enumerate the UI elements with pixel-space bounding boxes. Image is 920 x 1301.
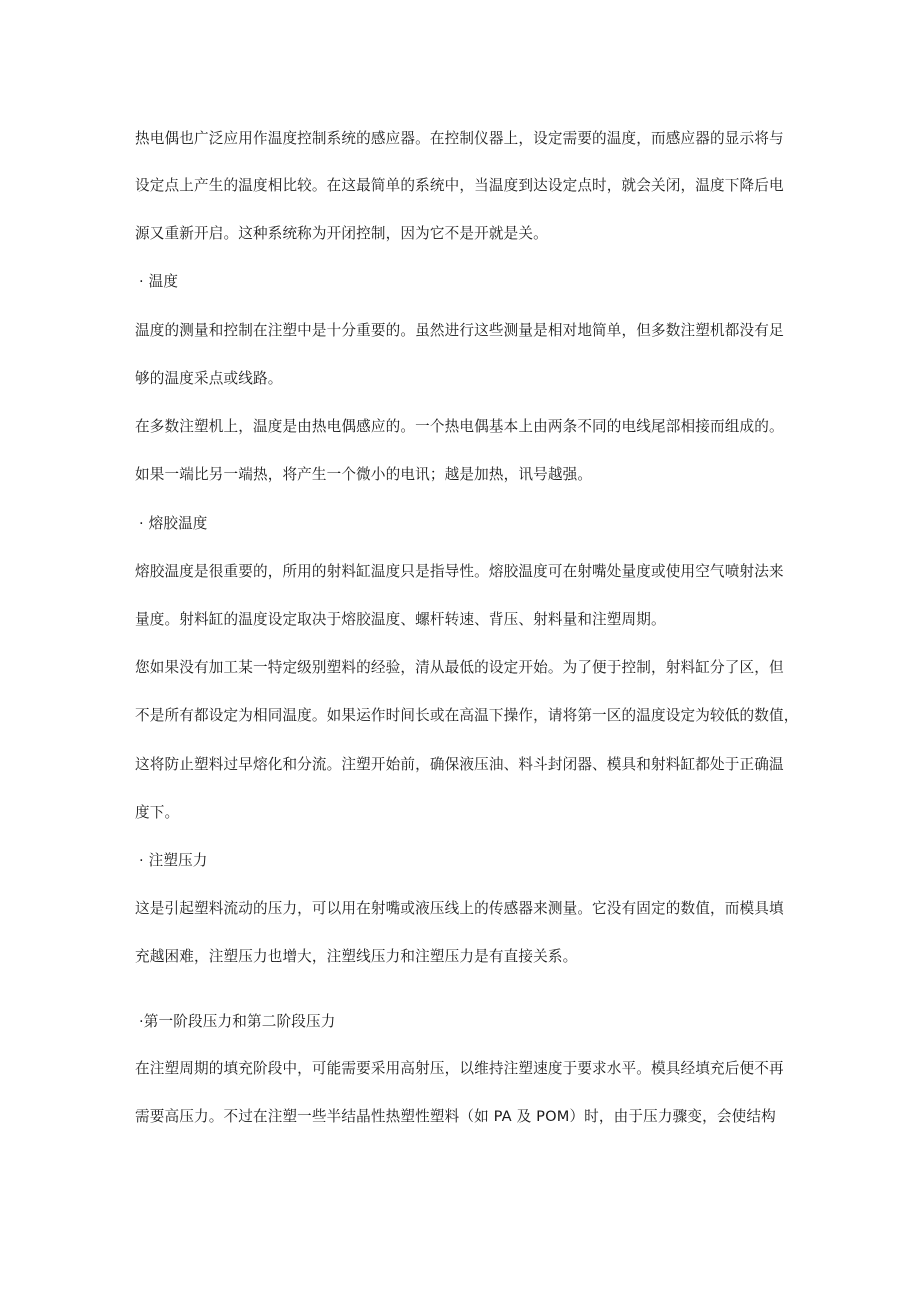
- paragraph-line: 度下。: [135, 804, 180, 821]
- paragraph-line: 如果一端比另一端热，将产生一个微小的电讯；越是加热，讯号越强。: [135, 466, 593, 483]
- paragraph-line: 您如果没有加工某一特定级别塑料的经验，清从最低的设定开始。为了便于控制，射料缸分了区，但: [135, 659, 784, 676]
- section-heading-temperature: · 温度: [139, 273, 179, 290]
- paragraph-line: 这是引起塑料流动的压力，可以用在射嘴或液压线上的传感器来测量。它没有固定的数值，而模具填: [135, 900, 784, 917]
- paragraph-line: 源又重新开启。这种系统称为开闭控制，因为它不是开就是关。: [135, 225, 548, 242]
- paragraph-line: 温度的测量和控制在注塑中是十分重要的。虽然进行这些测量是相对地简单，但多数注塑机都没有足: [135, 322, 784, 339]
- paragraph-line: 不是所有都设定为相同温度。如果运作时间长或在高温下操作，请将第一区的温度设定为较低的数值，: [135, 707, 799, 724]
- paragraph-line: 够的温度采点或线路。: [135, 370, 283, 387]
- section-heading-melt-temperature: · 熔胶温度: [139, 515, 208, 532]
- paragraph-line: 熔胶温度是很重要的，所用的射料缸温度只是指导性。熔胶温度可在射嘴处量度或使用空气喷射法来: [135, 563, 784, 580]
- paragraph-line: 在注塑周期的填充阶段中，可能需要采用高射压，以维持注塑速度于要求水平。模具经填充后便不再: [135, 1060, 784, 1077]
- paragraph-line: 量度。射料缸的温度设定取决于熔胶温度、螺杆转速、背压、射料量和注塑周期。: [135, 611, 666, 628]
- paragraph-line: 热电偶也广泛应用作温度控制系统的感应器。在控制仪器上，设定需要的温度，而感应器的显示将与: [135, 130, 784, 147]
- paragraph-line: 充越困难，注塑压力也增大，注塑线压力和注塑压力是有直接关系。: [135, 948, 578, 965]
- paragraph-line: 在多数注塑机上，温度是由热电偶感应的。一个热电偶基本上由两条不同的电线尾部相接而组成的。: [135, 418, 784, 435]
- paragraph-line: 需要高压力。不过在注塑一些半结晶性热塑性塑料（如 PA 及 POM）时，由于压力骤变，会使结构: [135, 1108, 776, 1125]
- section-heading-stage-pressure: ·第一阶段压力和第二阶段压力: [139, 1013, 336, 1030]
- section-heading-injection-pressure: · 注塑压力: [139, 852, 208, 869]
- paragraph-line: 这将防止塑料过早熔化和分流。注塑开始前，确保液压油、料斗封闭器、模具和射料缸都处于正确温: [135, 756, 784, 773]
- paragraph-line: 设定点上产生的温度相比较。在这最简单的系统中，当温度到达设定点时，就会关闭，温度下降后电: [135, 177, 784, 194]
